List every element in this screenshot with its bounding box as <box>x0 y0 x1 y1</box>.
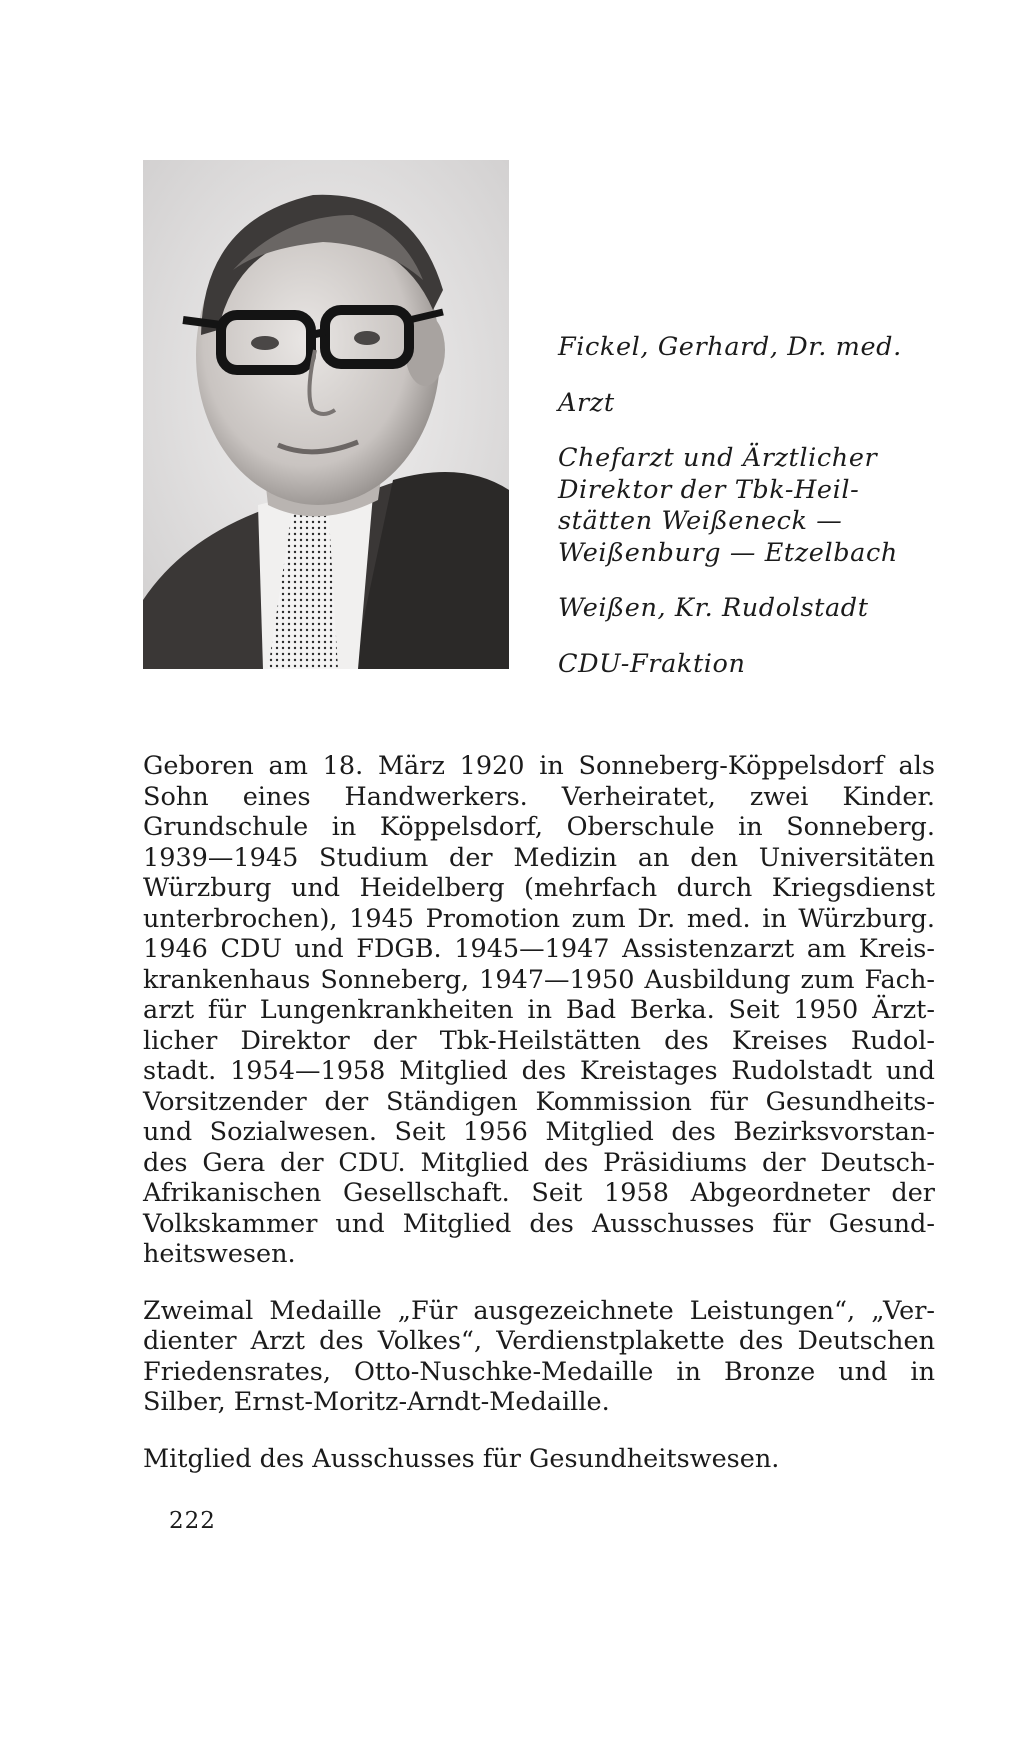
text-line: arzt für Lungenkrankheiten in Bad Berka. Seit 1950 Ärzt- <box>143 995 935 1025</box>
position-line: stätten Weißeneck — <box>558 506 843 536</box>
page-number: 222 <box>169 1508 216 1534</box>
person-profession: Arzt <box>558 387 615 418</box>
position-line: Chefarzt und Ärztlicher <box>558 443 878 473</box>
text-line: Grundschule in Köppelsdorf, Oberschule in Sonneberg. <box>143 812 935 842</box>
text-line: unterbrochen), 1945 Promotion zum Dr. med. in Würzburg. <box>143 903 935 934</box>
text-line: Mitglied des Ausschusses für Gesundheitswesen. <box>143 1443 780 1474</box>
text-line: Sohn eines Handwerkers. Verheiratet, zwei Kinder. <box>143 781 935 812</box>
text-line: Afrikanischen Gesellschaft. Seit 1958 Abgeordneter der <box>143 1178 935 1208</box>
text-line: Volkskammer und Mitglied des Ausschusses für Gesund- <box>143 1208 935 1239</box>
position-line: Weißenburg — Etzelbach <box>558 537 898 568</box>
biography-paragraph-1 <box>143 751 935 1270</box>
person-caption <box>558 332 998 680</box>
text-line: und Sozialwesen. Seit 1956 Mitglied des Bezirksvorstan- <box>143 1117 935 1147</box>
biography-paragraph-2 <box>143 1296 935 1418</box>
text-line: Silber, Ernst-Moritz-Arndt-Medaille. <box>143 1387 610 1417</box>
person-position <box>558 443 998 569</box>
text-line: Geboren am 18. März 1920 in Sonneberg-Köppelsdorf als <box>143 751 935 781</box>
text-line: licher Direktor der Tbk-Heilstätten des Kreises Rudol- <box>143 1025 935 1056</box>
biography <box>143 751 935 1474</box>
text-line: heitswesen. <box>143 1239 296 1269</box>
text-line: stadt. 1954—1958 Mitglied des Kreistages Rudolstadt und <box>143 1056 935 1086</box>
text-line: 1939—1945 Studium der Medizin an den Universitäten <box>143 842 935 873</box>
person-faction: CDU-Fraktion <box>558 648 746 679</box>
text-line: Zweimal Medaille „Für ausgezeichnete Leistungen“, „Ver- <box>143 1295 935 1326</box>
position-line: Direktor der Tbk-Heil- <box>558 474 860 505</box>
text-line: Würzburg und Heidelberg (mehrfach durch Kriegsdienst <box>143 873 935 903</box>
text-line: krankenhaus Sonneberg, 1947—1950 Ausbildung zum Fach- <box>143 964 935 995</box>
person-residence: Weißen, Kr. Rudolstadt <box>558 593 869 623</box>
text-line: dienter Arzt des Volkes“, Verdienstplakette des Deutschen <box>143 1326 935 1356</box>
text-line: Friedensrates, Otto-Nuschke-Medaille in Bronze und in <box>143 1356 935 1387</box>
person-name: Fickel, Gerhard, Dr. med. <box>558 332 902 362</box>
portrait-photo <box>143 160 509 669</box>
text-line: des Gera der CDU. Mitglied des Präsidiums der Deutsch- <box>143 1147 935 1178</box>
text-line: Vorsitzender der Ständigen Kommission für Gesundheits- <box>143 1086 935 1117</box>
text-line: 1946 CDU und FDGB. 1945—1947 Assistenzarzt am Kreis- <box>143 934 935 964</box>
biography-paragraph-3 <box>143 1444 935 1475</box>
